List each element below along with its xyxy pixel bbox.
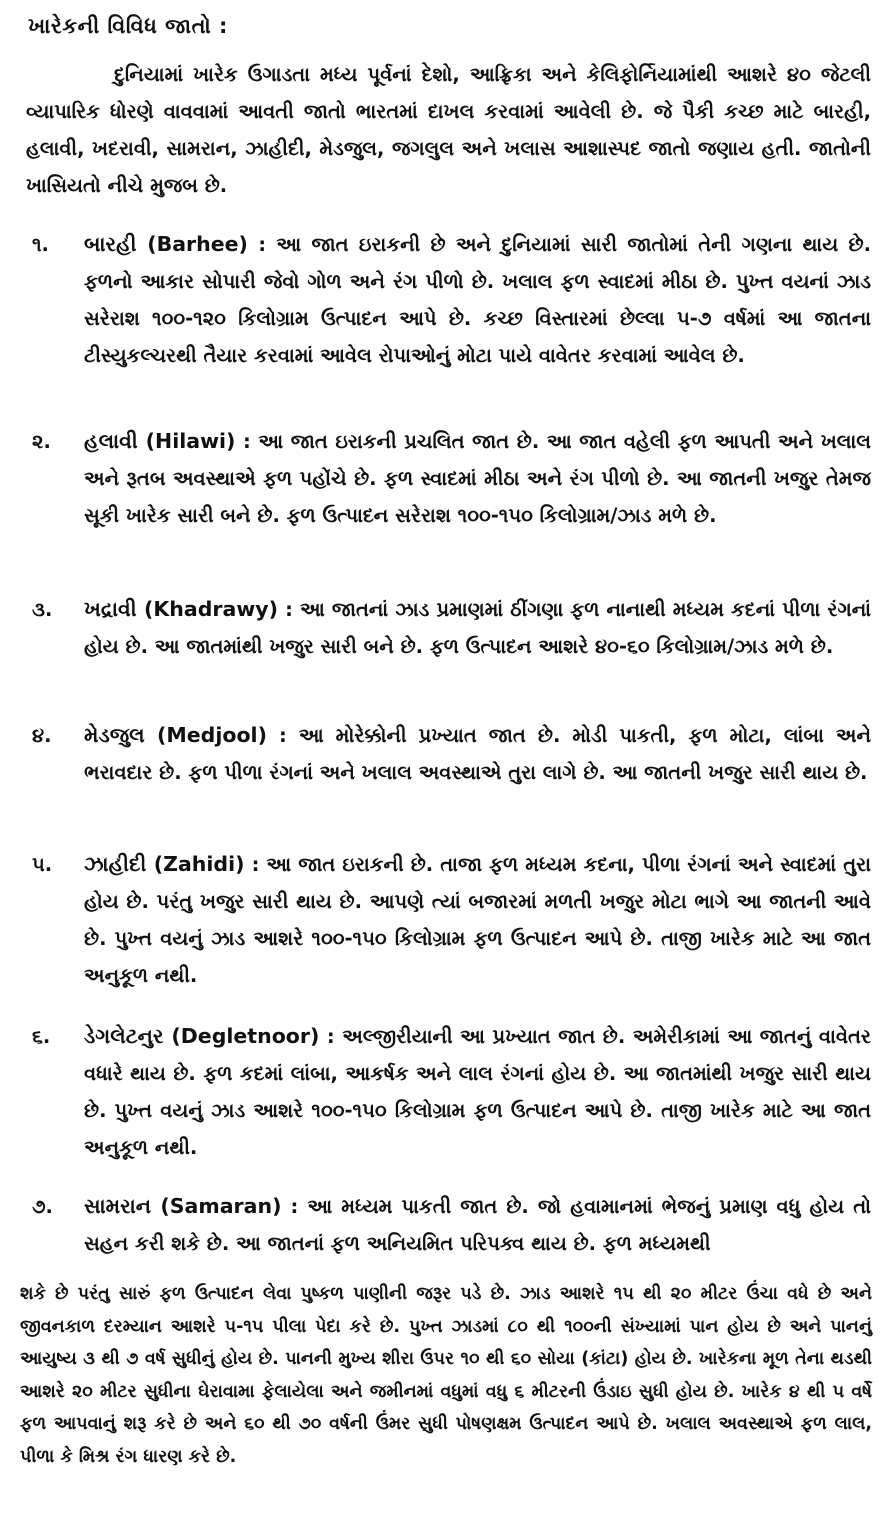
variety-name: હલાવી (Hilawi) bbox=[84, 429, 236, 453]
variety-item-barhee bbox=[26, 226, 871, 374]
variety-item-degletnoor bbox=[26, 1018, 871, 1166]
item-number: ૩. bbox=[32, 598, 53, 621]
item-body bbox=[84, 1188, 871, 1262]
variety-description: : આ જાત ઇરાકની પ્રચલિત જાત છે. આ જાત વહેલી ફળ આપતી અને ખલાલ અને રૂતબ અવસ્થાએ ફળ પહોંચે છે. ફળ સ્વાદમાં મીઠા અને રંગ પીળો છે. આ જાતની ખજુર તેમજ સૂકી ખારેક સારી બને છે. ફળ ઉત્પાદન સરેરાશ ૧૦૦-૧૫૦ કિલોગ્રામ/ઝાડ મળે છે. bbox=[84, 430, 871, 527]
item-body bbox=[84, 1018, 871, 1166]
variety-name: ઝાહીદી (Zahidi) bbox=[84, 852, 245, 876]
item-number: ૬. bbox=[32, 1025, 51, 1048]
variety-item-samaran bbox=[26, 1188, 871, 1262]
item-number: ૫. bbox=[32, 853, 53, 876]
item-number: ૭. bbox=[32, 1195, 53, 1218]
variety-description: : આ જાત ઇરાકની છે. તાજા ફળ મધ્યમ કદના, પીળા રંગનાં અને સ્વાદમાં તુરા હોય છે. પરંતુ ખજુર સારી થાય છે. આપણે ત્યાં બજારમાં મળતી ખજુર મોટા ભાગે આ જાતની આવે છે. પુખ્ત વયનું ઝાડ આશરે ૧૦૦-૧૫૦ કિલોગ્રામ ફળ ઉત્પાદન આપે છે. તાજી ખારેક માટે આ જાત અનુકૂળ નથી. bbox=[84, 853, 871, 987]
item-body bbox=[84, 591, 871, 665]
variety-description: : આ જાતનાં ઝાડ પ્રમાણમાં ઠીંગણા ફળ નાનાથી મધ્યમ કદનાં પીળા રંગનાં હોય છે. આ જાતમાંથી ખજુર સારી બને છે. ફળ ઉત્પાદન આશરે ૪૦-૬૦ કિલોગ્રામ/ઝાડ મળે છે. bbox=[84, 598, 872, 658]
variety-name: મેડજુલ (Medjool) bbox=[84, 723, 267, 747]
item-number: ૨. bbox=[32, 430, 51, 453]
variety-description: : અલ્જીરીયાની આ પ્રખ્યાત જાત છે. અમેરીકામાં આ જાતનું વાવેતર વધારે થાય છે. ફળ કદમાં લાંબા, આકર્ષક અને લાલ રંગનાં હોય છે. આ જાતમાંથી ખજુર સારી થાય છે. પુખ્ત વયનું ઝાડ આશરે ૧૦૦-૧૫૦ કિલોગ્રામ ફળ ઉત્પાદન આપે છે. તાજી ખારેક માટે આ જાત અનુકૂળ નથી. bbox=[84, 1025, 871, 1159]
variety-description: : આ મધ્યમ પાકતી જાત છે. જો હવામાનમાં ભેજનું પ્રમાણ વધુ હોય તો સહન કરી શકે છે. આ જાતનાં ફળ અનિયમિત પરિપક્વ થાય છે. ફળ મધ્યમથી bbox=[84, 1195, 872, 1255]
variety-description: : આ મોરેક્કોની પ્રખ્યાત જાત છે. મોડી પાકતી, ફળ મોટા, લાંબા અને ભરાવદાર છે. ફળ પીળા રંગનાં અને ખલાલ અવસ્થાએ તુરા લાગે છે. આ જાતની ખજુર સારી થાય છે. bbox=[84, 724, 871, 784]
item-number: ૪. bbox=[32, 724, 52, 747]
variety-name: બારહી (Barhee) bbox=[84, 232, 248, 256]
item-body bbox=[84, 226, 871, 374]
continuation-paragraph: શકે છે પરંતુ સારું ફળ ઉત્પાદન લેવા પુષ્કળ પાણીની જરૂર પડે છે. ઝાડ આશરે ૧૫ થી ૨૦ મીટર ઉંચા વધે છે અને જીવનકાળ દરમ્યાન આશરે ૫-૧૫ પીલા પેદા કરે છે. પુખ્ત ઝાડમાં ૮૦ થી ૧૦૦ની સંખ્યામાં પાન હોય છે અને પાનનું આયુષ્ય ૩ થી ૭ વર્ષ સુધીનું હોય છે. પાનની મુખ્ય શીરા ઉપર ૧૦ થી ૬૦ સોયા (કાંટા) હોય છે. ખારેકના મૂળ તેના થડથી આશરે ૨૦ મીટર સુધીના ઘેરાવામા ફેલાયેલા અને જમીનમાં વધુમાં વધુ ૬ મીટરની ઉંડાઇ સુધી હોય છે. ખારેક ૪ થી ૫ વર્ષે ફળ આપવાનું શરૂ કરે છે અને ૬૦ થી ૭૦ વર્ષની ઉંમર સુધી પોષણક્ષમ ઉત્પાદન આપે છે. ખલાલ અવસ્થાએ ફળ લાલ, પીળા કે મિશ્ર રંગ ધારણ કરે છે. bbox=[20, 1284, 872, 1467]
variety-item-zahidi bbox=[26, 846, 871, 994]
variety-name: ડેગલેટનુર (Degletnoor) bbox=[84, 1024, 320, 1048]
item-body bbox=[84, 717, 871, 791]
section-heading: ખારેકની વિવિધ જાતો : bbox=[28, 14, 228, 38]
variety-name: ખદ્રાવી (Khadrawy) bbox=[84, 597, 279, 621]
variety-name: સામરાન (Samaran) bbox=[84, 1194, 282, 1218]
variety-description: : આ જાત ઇરાકની છે અને દુનિયામાં સારી જાતોમાં તેની ગણના થાય છે. ફળનો આકાર સોપારી જેવો ગોળ અને રંગ પીળો છે. ખલાલ ફળ સ્વાદમાં મીઠા છે. પુખ્ત વયનાં ઝાડ સરેરાશ ૧૦૦-૧૨૦ કિલોગ્રામ ઉત્પાદન આપે છે. કચ્છ વિસ્તારમાં છેલ્લા ૫-૭ વર્ષમાં આ જાતના ટીસ્યુકલ્ચરથી તૈયાર કરવામાં આવેલ રોપાઓનું મોટા પાયે વાવેતર કરવામાં આવેલ છે. bbox=[84, 233, 871, 367]
variety-item-hilawi bbox=[26, 423, 871, 534]
variety-item-khadrawy bbox=[26, 591, 871, 665]
item-body bbox=[84, 846, 871, 994]
item-body bbox=[84, 423, 871, 534]
item-number: ૧. bbox=[32, 233, 49, 256]
intro-paragraph: દુનિયામાં ખારેક ઉગાડતા મધ્ય પૂર્વનાં દેશો, આફ્રિકા અને કેલિફોર્નિયામાંથી આશરે ૪૦ જેટલી વ્યાપારિક ધોરણે વાવવામાં આવતી જાતો ભારતમાં દાખલ કરવામાં આવેલી છે. જે પૈકી કચ્છ માટે બારહી, હલાવી, ખદરાવી, સામરાન, ઝાહીદી, મેડજુલ, જગલુલ અને ખલાસ આશાસ્પદ જાતો જણાય હતી. જાતોની ખાસિયતો નીચે મુજબ છે. bbox=[26, 63, 871, 197]
variety-item-medjool bbox=[26, 717, 871, 791]
